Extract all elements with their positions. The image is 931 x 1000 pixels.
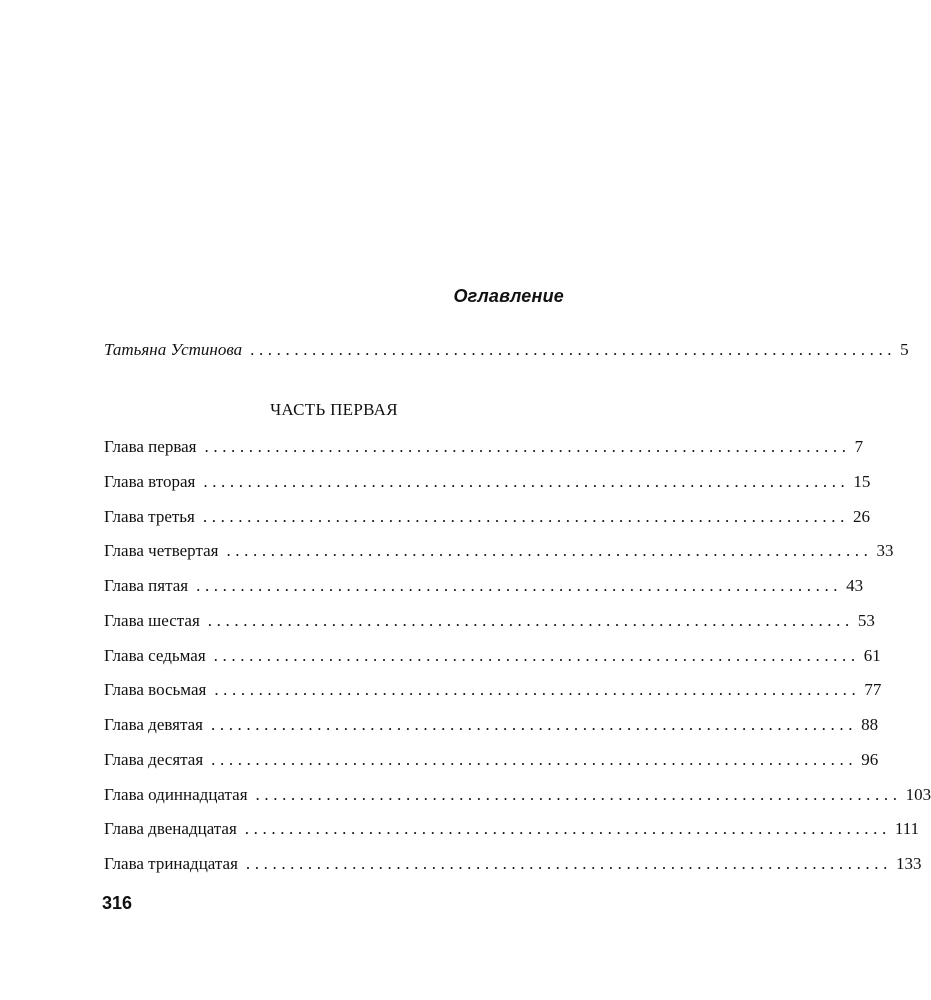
dot-leader: ......................................................................... — [255, 785, 902, 804]
toc-entry-page: 53 — [857, 611, 875, 630]
toc-entry-page: 111 — [894, 819, 920, 838]
dot-leader: ......................................................................... — [203, 472, 850, 491]
dot-leader: ......................................................................... — [226, 541, 873, 560]
toc-entry — [104, 574, 864, 598]
toc-entry-title: Татьяна Устинова — [104, 340, 243, 359]
toc-entry-title: Глава седьмая — [104, 646, 206, 665]
toc-entry-page: 5 — [900, 340, 909, 359]
toc-entry-page: 88 — [861, 715, 879, 734]
toc-entry-title: Глава четвертая — [104, 541, 219, 560]
dot-leader: ......................................................................... — [204, 437, 851, 456]
toc-entry-page: 33 — [876, 541, 894, 560]
toc-entry-page: 15 — [853, 472, 871, 491]
toc-entry — [104, 783, 931, 807]
toc-entry — [104, 470, 871, 494]
toc-entry-page: 96 — [861, 750, 879, 769]
toc-entry-page: 103 — [905, 785, 931, 804]
dot-leader: ......................................................................... — [250, 340, 897, 359]
dot-leader: ......................................................................... — [213, 646, 860, 665]
toc-entry-page: 133 — [895, 854, 922, 873]
dot-leader: ......................................................................... — [211, 750, 858, 769]
toc-entry-title: Глава десятая — [104, 750, 204, 769]
toc-entry — [104, 817, 920, 841]
toc-entry — [104, 713, 879, 737]
dot-leader: ......................................................................... — [245, 854, 892, 873]
part-title: ЧАСТЬ ПЕРВАЯ — [270, 400, 398, 419]
toc-entry — [104, 678, 882, 702]
dot-leader: ......................................................................... — [202, 507, 849, 526]
toc-entry-title: Глава третья — [104, 507, 195, 526]
toc-entry-title: Глава восьмая — [104, 680, 207, 699]
dot-leader: ......................................................................... — [196, 576, 843, 595]
toc-entry — [104, 644, 881, 668]
toc-entry — [104, 748, 879, 772]
dot-leader: ......................................................................... — [207, 611, 854, 630]
toc-entry — [104, 435, 864, 459]
toc-entry-title: Глава одиннадцатая — [104, 785, 248, 804]
toc-entry-title: Глава шестая — [104, 611, 200, 630]
toc-entry-title: Глава вторая — [104, 472, 196, 491]
toc-entry-foreword — [104, 338, 909, 362]
dot-leader: ......................................................................... — [214, 680, 861, 699]
toc-entry-page: 77 — [864, 680, 882, 699]
toc-entry — [104, 539, 894, 563]
dot-leader: ......................................................................... — [211, 715, 858, 734]
toc-entry — [104, 609, 875, 633]
page-number: 316 — [102, 893, 133, 913]
toc-entry — [104, 852, 922, 876]
toc-entry-title: Глава пятая — [104, 576, 189, 595]
toc-entry-page: 7 — [854, 437, 864, 456]
toc-entry-title: Глава двенадцатая — [104, 819, 237, 838]
toc-entry-title: Глава девятая — [104, 715, 203, 734]
toc-entry-page: 61 — [863, 646, 881, 665]
toc-entry-page: 26 — [852, 507, 870, 526]
toc-entry — [104, 505, 870, 529]
dot-leader: ......................................................................... — [244, 819, 891, 838]
toc-entry-page: 43 — [846, 576, 864, 595]
toc-entry-title: Глава тринадцатая — [104, 854, 238, 873]
toc-entry-title: Глава первая — [104, 437, 197, 456]
toc-heading: Оглавление — [453, 286, 564, 306]
